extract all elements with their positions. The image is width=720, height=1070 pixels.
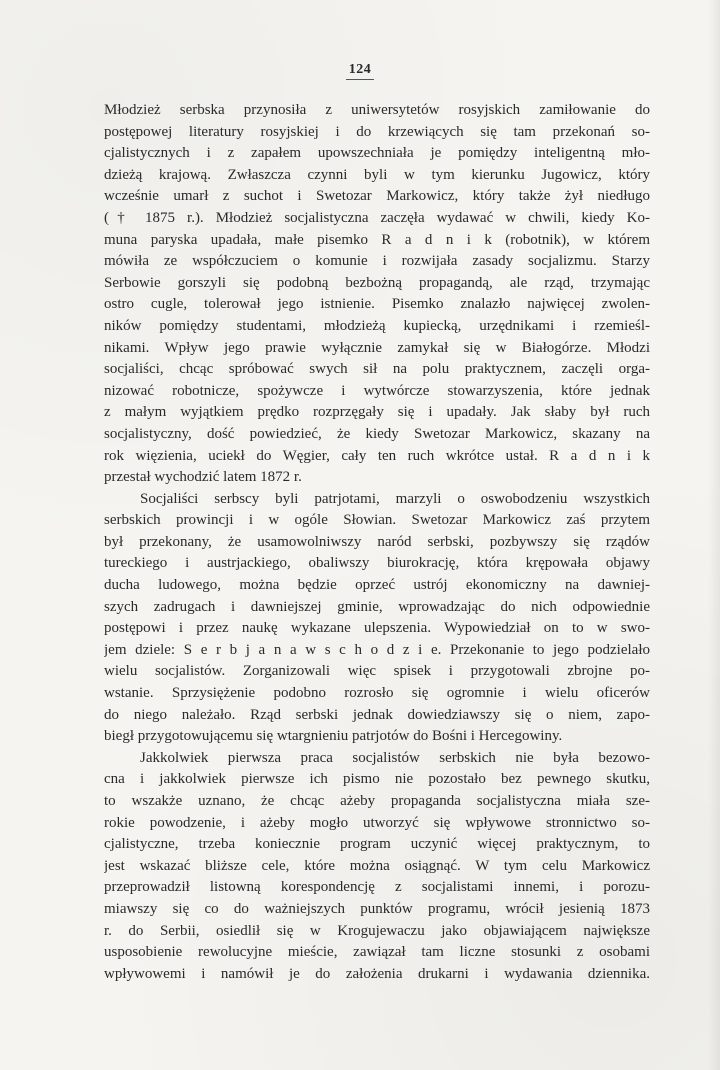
text-line: szych zadrugach i dawniejszej gminie, wprowadzając do nich odpowiednie: [104, 598, 650, 615]
text-line: wstanie. Sprzysiężenie podobno rozrosło się ogromnie i wielu oficerów: [104, 685, 650, 702]
text-line: przestał wychodzić latem 1872 r.: [104, 469, 302, 486]
body-text: [104, 100, 650, 985]
text-line: ników pomiędzy studentami, młodzieżą kupiecką, urzędnikami i rzemieśl-: [104, 317, 650, 334]
text-line: Serbowie gorszyli się podobną bezbożną propagandą, ale rząd, trzymając: [104, 274, 650, 291]
text-line: serbskich prowincji i w ogóle Słowian. Swetozar Markowicz zaś przytem: [104, 512, 650, 529]
text-line: socjaliści, chcąc spróbować swych sił na polu praktycznem, zaczęli orga-: [104, 361, 650, 378]
page-edge-shadow: [708, 0, 720, 1070]
text-line: przeprowadził listowną korespondencję z socjalistami innemi, i porozu-: [104, 879, 650, 896]
text-line: dzieżą krajową. Zwłaszcza czynni byli w tym kierunku Jugowicz, który: [104, 166, 650, 183]
text-line: postępowi i przez naukę wykazane ulepszenia. Wypowiedział on to w swo-: [104, 620, 650, 637]
text-line: nikami. Wpływ jego prawie wyłącznie zamykał się w Białogórze. Młodzi: [104, 339, 650, 356]
text-line: biegł przygotowującemu się wtargnieniu patrjotów do Bośni i Hercegowiny.: [104, 728, 563, 745]
text-line: Jakkolwiek pierwsza praca socjalistów serbskich nie była bezowo-: [140, 749, 650, 766]
text-line: Socjaliści serbscy byli patrjotami, marzyli o oswobodzeniu wszystkich: [140, 490, 650, 507]
text-line: był przekonany, że usamowolniwszy naród serbski, pozbywszy się rządów: [104, 533, 650, 550]
text-line: cna i jakkolwiek pierwsze ich pismo nie pozostało bez pewnego skutku,: [104, 771, 650, 788]
text-line: muna paryska upadała, małe pisemko R a d n i k (robotnik), w którem: [104, 231, 650, 248]
text-line: wpływowemi i namówił je do założenia drukarni i wydawania dziennika.: [104, 965, 650, 982]
text-line: cjalistyczne, trzeba koniecznie program uczynić więcej praktycznym, to: [104, 836, 650, 853]
text-line: rokie powodzenie, i ażeby mogło utworzyć się wpływowe stronnictwo so-: [104, 814, 650, 831]
text-line: Młodzież serbska przynosiła z uniwersytetów rosyjskich zamiłowanie do: [104, 102, 650, 118]
page-number: 124: [0, 62, 720, 80]
text-line: ostro cugle, tolerował jego istnienie. Pisemko znalazło najwięcej zwolen-: [104, 296, 650, 313]
text-line: ducha ludowego, można będzie oprzeć ustrój ekonomiczny na dawniej-: [104, 577, 650, 594]
text-line: wielu socjalistów. Zorganizowali więc spisek i przygotowali zbrojne po-: [104, 663, 650, 680]
text-line: nizować robotnicze, spożywcze i wytwórcze stowarzyszenia, które jednak: [104, 382, 650, 399]
text-line: tureckiego i austrjackiego, obaliwszy biurokrację, która krępowała objawy: [104, 555, 650, 572]
text-line: jest wskazać bliższe cele, które można osiągnąć. W tym celu Markowicz: [104, 857, 650, 874]
text-line: z małym wyjątkiem prędko rozprzęgały się i upadały. Jak słaby był ruch: [104, 404, 650, 421]
text-line: rok więzienia, uciekł do Węgier, cały ten ruch wkrótce ustał. R a d n i k: [104, 447, 650, 464]
text-line: r. do Serbii, osiedlił się w Krogujewaczu jako objawiającem największe: [104, 922, 650, 939]
text-line: socjalistyczny, dość powiedzieć, że kiedy Swetozar Markowicz, skazany na: [104, 425, 650, 442]
text-line: postępowej literatury rosyjskiej i do krzewiących się tam przekonań so-: [104, 123, 650, 140]
text-line: miawszy się co do ważniejszych punktów programu, wrócił jesienią 1873: [104, 900, 650, 917]
text-line: do niego należało. Rząd serbski jednak dowiedziawszy się o niem, zapo-: [104, 706, 650, 723]
text-line: to wszakże uznano, że chcąc ażeby propaganda socjalistyczna miała sze-: [104, 793, 650, 809]
text-line: cjalistycznych i z zapałem upowszechniała je pomiędzy inteligentną mło-: [104, 145, 650, 162]
text-line: mówiła ze współczuciem o komunie i rozwijała zasady socjalizmu. Starzy: [104, 253, 650, 270]
text-line: usposobienie rewolucyjne mieście, zawiązał tam liczne stosunki z osobami: [104, 944, 650, 961]
text-line: jem dziele: S e r b j a n a w s c h o d z i e. Przekonanie to jego podzielało: [104, 641, 650, 658]
text-line: († 1875 r.). Młodzież socjalistyczna zaczęła wydawać w chwili, kiedy Ko-: [104, 209, 650, 226]
text-line: wcześnie umarł z suchot i Swetozar Markowicz, który także żył niedługo: [104, 188, 650, 205]
